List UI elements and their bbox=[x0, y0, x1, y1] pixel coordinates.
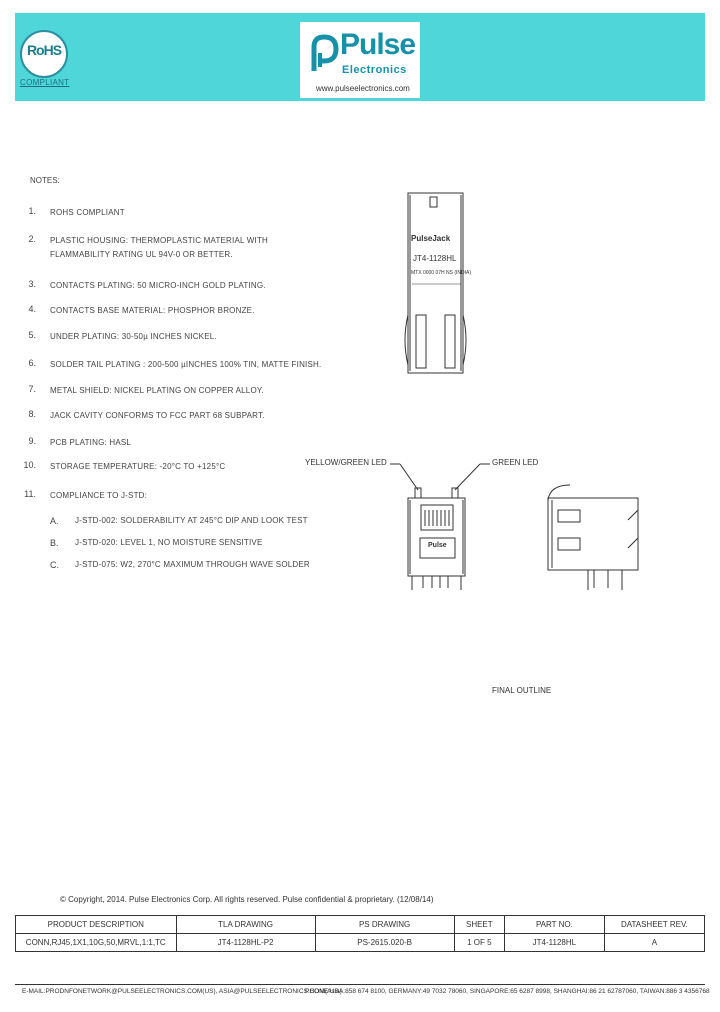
note-text: ROHS COMPLIANT bbox=[50, 208, 125, 217]
note-number: 6. bbox=[28, 358, 36, 368]
table-header-cell: PS DRAWING bbox=[315, 916, 454, 934]
table-header-cell: PRODUCT DESCRIPTION bbox=[16, 916, 177, 934]
table-cell: 1 OF 5 bbox=[454, 934, 504, 952]
contact-bar bbox=[15, 984, 710, 995]
table-header-cell: PART NO. bbox=[505, 916, 605, 934]
table-row bbox=[16, 934, 705, 952]
sub-item-letter: C. bbox=[50, 560, 59, 570]
notes-heading: NOTES: bbox=[30, 176, 60, 185]
note-number: 7. bbox=[28, 384, 36, 394]
sub-item-letter: A. bbox=[50, 516, 59, 526]
table-header-cell: SHEET bbox=[454, 916, 504, 934]
note-text: SOLDER TAIL PLATING : 200-500 µINCHES 100% TIN, MATTE FINISH. bbox=[50, 360, 322, 369]
note-number: 2. bbox=[28, 234, 36, 244]
contact-email[interactable]: E-MAIL:PRODNFONETWORK@PULSEELECTRONICS.COM(US), ASIA@PULSEELECTRONICS.COM(Asia) bbox=[22, 988, 342, 995]
website-link[interactable]: www.pulseelectronics.com bbox=[316, 84, 410, 93]
note-text: PCB PLATING: HASL bbox=[50, 438, 132, 447]
note-number: 5. bbox=[28, 330, 36, 340]
final-outline-label: FINAL OUTLINE bbox=[492, 686, 552, 695]
note-number: 10. bbox=[23, 460, 36, 470]
brand-name: Pulse bbox=[340, 28, 416, 61]
sub-item-text: J-STD-002: SOLDERABILITY AT 245°C DIP AND LOOK TEST bbox=[75, 516, 308, 525]
connector-profile-view bbox=[548, 485, 638, 590]
rohs-badge-text: RoHS bbox=[26, 42, 62, 58]
table-row bbox=[16, 916, 705, 934]
note-text: METAL SHIELD: NICKEL PLATING ON COPPER ALLOY. bbox=[50, 386, 264, 395]
side-label-brand: PulseJack bbox=[411, 234, 451, 243]
connector-front-view bbox=[390, 464, 490, 590]
title-block-table bbox=[15, 915, 705, 952]
table-cell: PS-2615.020-B bbox=[315, 934, 454, 952]
note-text: UNDER PLATING: 30-50µ INCHES NICKEL. bbox=[50, 332, 217, 341]
note-number: 3. bbox=[28, 279, 36, 289]
table-cell: A bbox=[604, 934, 704, 952]
pulse-logo-icon bbox=[310, 33, 340, 73]
sub-item-text: J-STD-075: W2, 270°C MAXIMUM THROUGH WAVE SOLDER bbox=[75, 560, 310, 569]
note-text: JACK CAVITY CONFORMS TO FCC PART 68 SUBPART. bbox=[50, 411, 265, 420]
note-number: 1. bbox=[28, 206, 36, 216]
green-led-label: GREEN LED bbox=[492, 458, 539, 467]
connector-side-view bbox=[405, 193, 466, 373]
sub-item-text: J-STD-020: LEVEL 1, NO MOISTURE SENSITIVE bbox=[75, 538, 263, 547]
note-text: CONTACTS BASE MATERIAL: PHOSPHOR BRONZE. bbox=[50, 306, 255, 315]
connector-drawing bbox=[390, 180, 710, 600]
note-text: STORAGE TEMPERATURE: -20°C TO +125°C bbox=[50, 462, 226, 471]
table-cell: JT4-1128HL bbox=[505, 934, 605, 952]
copyright-notice: © Copyright, 2014. Pulse Electronics Corp. All rights reserved. Pulse confidential & proprietary. (12/08/14) bbox=[60, 895, 434, 904]
note-text: PLASTIC HOUSING: THERMOPLASTIC MATERIAL WITH FLAMMABILITY RATING UL 94V-0 OR BETTER. bbox=[50, 236, 269, 259]
note-number: 4. bbox=[28, 304, 36, 314]
yellow-green-led-label: YELLOW/GREEN LED bbox=[305, 458, 387, 467]
table-header-cell: TLA DRAWING bbox=[176, 916, 315, 934]
front-label: Pulse bbox=[428, 542, 447, 549]
rohs-badge bbox=[20, 30, 68, 78]
note-number: 11. bbox=[24, 489, 36, 499]
note-number: 9. bbox=[28, 436, 36, 446]
sub-item-letter: B. bbox=[50, 538, 59, 548]
note-text: CONTACTS PLATING: 50 MICRO-INCH GOLD PLATING. bbox=[50, 281, 266, 290]
table-header-cell: DATASHEET REV. bbox=[604, 916, 704, 934]
side-label-small: MTX 0000 07H NS (INDIA) bbox=[411, 270, 472, 276]
side-label-part: JT4-1128HL bbox=[413, 254, 457, 263]
table-cell: CONN,RJ45,1X1,10G,50,MRVL,1:1,TC bbox=[16, 934, 177, 952]
contact-phone: PHONE:USA:858 674 8100, GERMANY:49 7032 78060, SINGAPORE:65 6287 8998, SHANGHAI:86 21 62787060, TAIWAN:886 3 4356768 bbox=[305, 988, 710, 995]
note-text: COMPLIANCE TO J-STD: bbox=[50, 491, 148, 500]
table-cell: JT4-1128HL-P2 bbox=[176, 934, 315, 952]
brand-subtitle: Electronics bbox=[342, 64, 407, 76]
note-number: 8. bbox=[28, 409, 36, 419]
rohs-compliant-label: COMPLIANT bbox=[20, 78, 70, 87]
